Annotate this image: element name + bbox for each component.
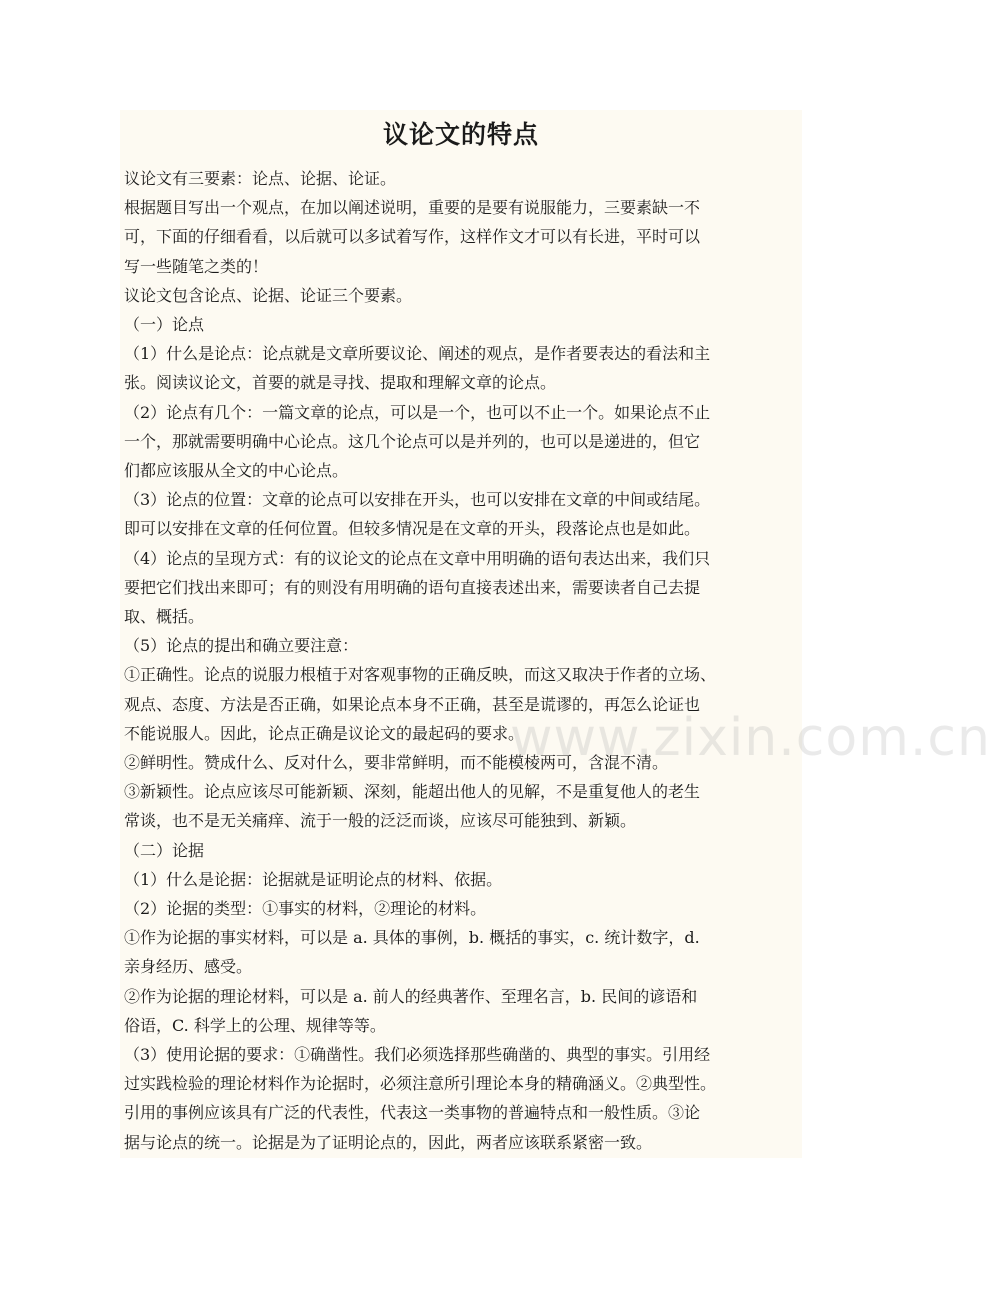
document-page (120, 110, 991, 1158)
body-line: 过实践检验的理论材料作为论据时，必须注意所引理论本身的精确涵义。②典型性。 (124, 1074, 717, 1094)
body-line: 据与论点的统一。论据是为了证明论点的，因此，两者应该联系紧密一致。 (124, 1132, 653, 1152)
body-line: 要把它们找出来即可；有的则没有用明确的语句直接表述出来，需要读者自己去提 (124, 577, 701, 597)
body-line: 常谈，也不是无关痛痒、流于一般的泛泛而谈，应该尽可能独到、新颖。 (124, 811, 637, 831)
body-line: ①正确性。论点的说服力根植于对客观事物的正确反映，而这又取决于作者的立场、 (124, 665, 717, 685)
body-line: 们都应该服从全文的中心论点。 (124, 461, 349, 480)
body-line: 写一些随笔之类的！ (124, 256, 269, 276)
body-line: （2）论据的类型：①事实的材料，②理论的材料。 (124, 899, 487, 918)
body-line: （1）什么是论据：论据就是证明论点的材料、依据。 (124, 869, 503, 889)
body-line: （1）什么是论点：论点就是文章所要议论、阐述的观点，是作者要表达的看法和主 (124, 344, 711, 364)
body-line: 可，下面的仔细看看，以后就可以多试着写作，这样作文才可以有长进，平时可以 (124, 227, 701, 247)
watermark: www.zixin.com.cn (510, 708, 991, 768)
body-line: （2）论点有几个：一篇文章的论点，可以是一个，也可以不止一个。如果论点不止 (124, 402, 711, 422)
body-line: 观点、态度、方法是否正确，如果论点本身不正确，甚至是谎谬的，再怎么论证也 (124, 694, 701, 714)
body-line: （3）使用论据的要求：①确凿性。我们必须选择那些确凿的、典型的事实。引用经 (124, 1045, 711, 1064)
body-line: （4）论点的呈现方式：有的议论文的论点在文章中用明确的语句表达出来，我们只 (124, 548, 711, 568)
body-line: 不能说服人。因此，论点正确是议论文的最起码的要求。 (124, 723, 525, 743)
body-line: 亲身经历、感受。 (124, 957, 253, 977)
body-line: 引用的事例应该具有广泛的代表性，代表这一类事物的普遍特点和一般性质。③论 (124, 1103, 701, 1123)
document-title: 议论文的特点 (382, 120, 539, 149)
body-line: 取、概括。 (124, 607, 205, 626)
body-line: 根据题目写出一个观点，在加以阐述说明，重要的是要有说服能力，三要素缺一不 (124, 198, 701, 218)
body-line: 一个，那就需要明确中心论点。这几个论点可以是并列的，也可以是递进的，但它 (124, 431, 701, 451)
body-line: 张。阅读议论文，首要的就是寻找、提取和理解文章的论点。 (124, 373, 557, 393)
body-line: 即可以安排在文章的任何位置。但较多情况是在文章的开头，段落论点也是如此。 (124, 519, 701, 539)
body-line: ②作为论据的理论材料，可以是 a. 前人的经典著作、至理名言，b. 民间的谚语和 (124, 986, 698, 1006)
body-line: ③新颖性。论点应该尽可能新颖、深刻，能超出他人的见解，不是重复他人的老生 (124, 782, 701, 802)
body-line: （一）论点 (124, 315, 205, 334)
body-line: 议论文有三要素：论点、论据、论证。 (124, 169, 397, 188)
body-line: （5）论点的提出和确立要注意： (124, 636, 359, 656)
body-line: 议论文包含论点、论据、论证三个要素。 (124, 285, 413, 305)
body-line: ②鲜明性。赞成什么、反对什么，要非常鲜明，而不能模棱两可，含混不清。 (124, 753, 669, 772)
body-line: ①作为论据的事实材料，可以是 a. 具体的事例，b. 概括的事实，c. 统计数字，d. (124, 928, 700, 948)
body-line: （二）论据 (124, 840, 205, 860)
body-line: （3）论点的位置：文章的论点可以安排在开头，也可以安排在文章的中间或结尾。 (124, 490, 711, 510)
body-line: 俗语，C. 科学上的公理、规律等等。 (124, 1015, 386, 1035)
